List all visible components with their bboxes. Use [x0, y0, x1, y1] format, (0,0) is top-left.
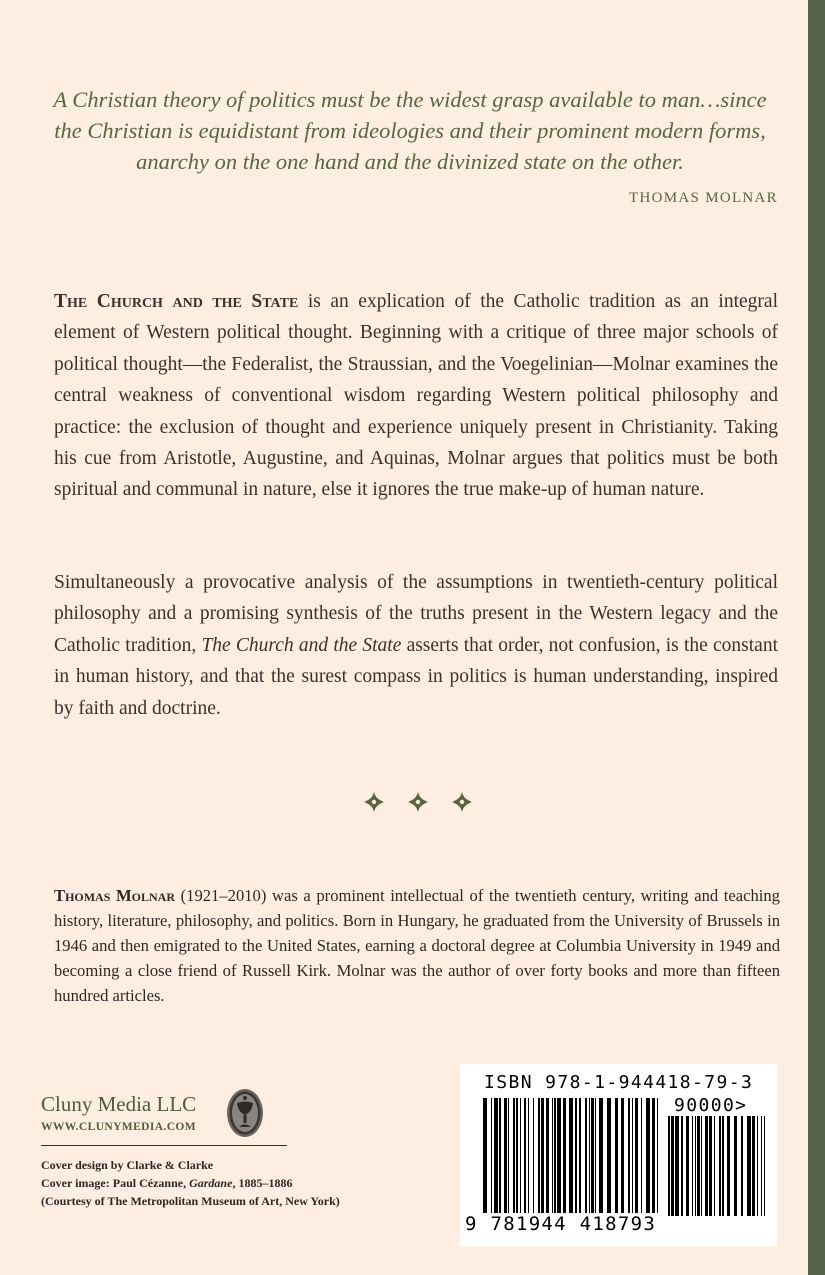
- author-bio: [54, 883, 780, 1008]
- description-paragraph-1: [54, 286, 778, 506]
- barcode-bar: [524, 1098, 526, 1218]
- fleuron-icon: [406, 790, 430, 814]
- barcode-bar: [695, 1116, 696, 1216]
- barcode-bar: [722, 1116, 724, 1216]
- barcode-bar: [563, 1098, 566, 1218]
- barcode-bar: [579, 1098, 581, 1218]
- barcode-bar: [607, 1098, 611, 1218]
- barcode-bar: [533, 1098, 534, 1218]
- barcode-bar: [494, 1098, 498, 1218]
- barcode-bar: [675, 1116, 679, 1216]
- barcode-bar: [541, 1098, 544, 1218]
- publisher-seal-logo: [226, 1088, 264, 1138]
- painting-title: Gardane: [189, 1176, 233, 1190]
- isbn-label: ISBN 978-1-944418-79-3: [484, 1072, 754, 1093]
- barcode-bar: [595, 1098, 596, 1218]
- barcode-bar: [752, 1116, 755, 1216]
- barcode-bar: [671, 1116, 674, 1216]
- description-paragraph-2: [54, 567, 778, 724]
- barcode-bar: [646, 1098, 650, 1218]
- barcode-bar: [641, 1098, 642, 1218]
- credit-image: Cover image: Paul Cézanne, Gardane, 1885–1886: [41, 1176, 293, 1190]
- description-text-2b: asserts that order, not confusion, is the constant in human history, and that the surest compass in politics is human understanding, inspired by faith and doctrine.: [54, 634, 778, 719]
- barcode-bar: [628, 1098, 630, 1218]
- barcode-bar: [585, 1098, 587, 1218]
- barcode-bar: [499, 1098, 501, 1218]
- barcode-bar: [528, 1098, 529, 1218]
- barcode-bar: [591, 1098, 594, 1218]
- barcode-bar: [727, 1116, 730, 1216]
- barcode-bar: [719, 1116, 721, 1216]
- quote-attribution: THOMAS MOLNAR: [629, 190, 778, 206]
- cover-credits: [41, 1156, 340, 1210]
- publisher-name: Cluny Media LLC: [41, 1092, 197, 1116]
- ean13-barcode: [483, 1098, 658, 1218]
- barcode-bar: [483, 1098, 487, 1218]
- credit-design: Cover design by Clarke & Clarke: [41, 1158, 214, 1172]
- barcode-bar: [569, 1098, 573, 1218]
- barcode-bar: [761, 1116, 762, 1216]
- fleuron-icon: [362, 790, 386, 814]
- barcode-bar: [546, 1098, 549, 1218]
- ean-digits: 9 781944 418793: [465, 1213, 657, 1235]
- barcode-bar: [709, 1116, 712, 1216]
- barcode-bar: [697, 1116, 700, 1216]
- barcode-bar: [757, 1116, 758, 1216]
- barcode-bar: [615, 1098, 618, 1218]
- barcode-bar: [621, 1098, 624, 1218]
- barcode-bar: [657, 1098, 658, 1218]
- addon-barcode: [668, 1116, 766, 1216]
- spine-edge: [808, 0, 825, 1275]
- publisher-url: WWW.CLUNYMEDIA.COM: [41, 1121, 196, 1133]
- book-title-smallcaps: The Church and the State: [54, 291, 299, 312]
- author-name: Thomas Molnar: [54, 886, 176, 905]
- barcode-bar: [681, 1116, 683, 1216]
- barcode-bar: [538, 1098, 540, 1218]
- publisher-divider: [41, 1145, 287, 1146]
- barcode-bar: [747, 1116, 751, 1216]
- barcode-bar: [575, 1098, 577, 1218]
- barcode-bar: [513, 1098, 515, 1218]
- description-text-2a: Simultaneously a provocative analysis of the assumptions in twentieth-century political philosophy and a promising synthesis of the truths present in the Western legacy and the Catholic tradition,: [54, 572, 778, 656]
- author-bio-text: (1921–2010) was a prominent intellectual of the twentieth century, writing and teaching history, literature, philosophy, and politics. Born in Hungary, he graduated from the University of Brussels in 1946 and then emigrated to the United States, earning a doctoral degree at Columbia University in 1949 and becoming a close friend of Russell Kirk. Molnar was the author of over forty books and more than fifteen hundred articles.: [54, 886, 780, 1005]
- barcode-bar: [554, 1098, 556, 1218]
- barcode-bar: [632, 1098, 633, 1218]
- barcode-bar: [557, 1098, 561, 1218]
- barcode-bar: [692, 1116, 693, 1216]
- barcode-bar: [652, 1098, 655, 1218]
- book-title-italic: The Church and the State: [201, 634, 402, 656]
- barcode-bar: [508, 1098, 509, 1218]
- barcode-bar: [705, 1116, 708, 1216]
- barcode-bar: [504, 1098, 507, 1218]
- barcode-bar: [491, 1098, 492, 1218]
- barcode-bar: [635, 1098, 638, 1218]
- barcode-bar: [589, 1098, 590, 1218]
- barcode-bar: [686, 1116, 689, 1216]
- barcode-bar: [734, 1116, 737, 1216]
- price-code: 90000>: [674, 1095, 748, 1116]
- ornament-divider: [362, 790, 474, 814]
- barcode-bar: [520, 1098, 521, 1218]
- barcode-bar: [741, 1116, 743, 1216]
- barcode-bar: [599, 1098, 603, 1218]
- description-text-1: is an explication of the Catholic tradition as an integral element of Western political thought. Beginning with a critique of three major schools of political thought—the Federalist, the Straussian, and the Voegelinian—Molnar examines the central weakness of conventional wisdom regarding Western political philosophy and practice: the exclusion of thought and experience uniquely present in Christianity. Taking his cue from Aristotle, Augustine, and Aquinas, Molnar argues that politics must be both spiritual and communal in nature, else it ignores the true make-up of human nature.: [54, 291, 778, 501]
- epigraph-quote: A Christian theory of politics must be the widest grasp available to man…since the Christian is equidistant from ideologies and their prominent modern forms, anarchy on the one hand and the divinized state on the other.: [53, 87, 767, 174]
- fleuron-icon: [450, 790, 474, 814]
- barcode-bar: [552, 1098, 553, 1218]
- barcode-bar: [764, 1116, 765, 1216]
- credit-courtesy: (Courtesy of The Metropolitan Museum of Art, New York): [41, 1194, 340, 1208]
- barcode-bar: [516, 1098, 518, 1218]
- barcode-bar: [714, 1116, 715, 1216]
- barcode-bar: [701, 1116, 702, 1216]
- barcode-bar: [668, 1116, 670, 1216]
